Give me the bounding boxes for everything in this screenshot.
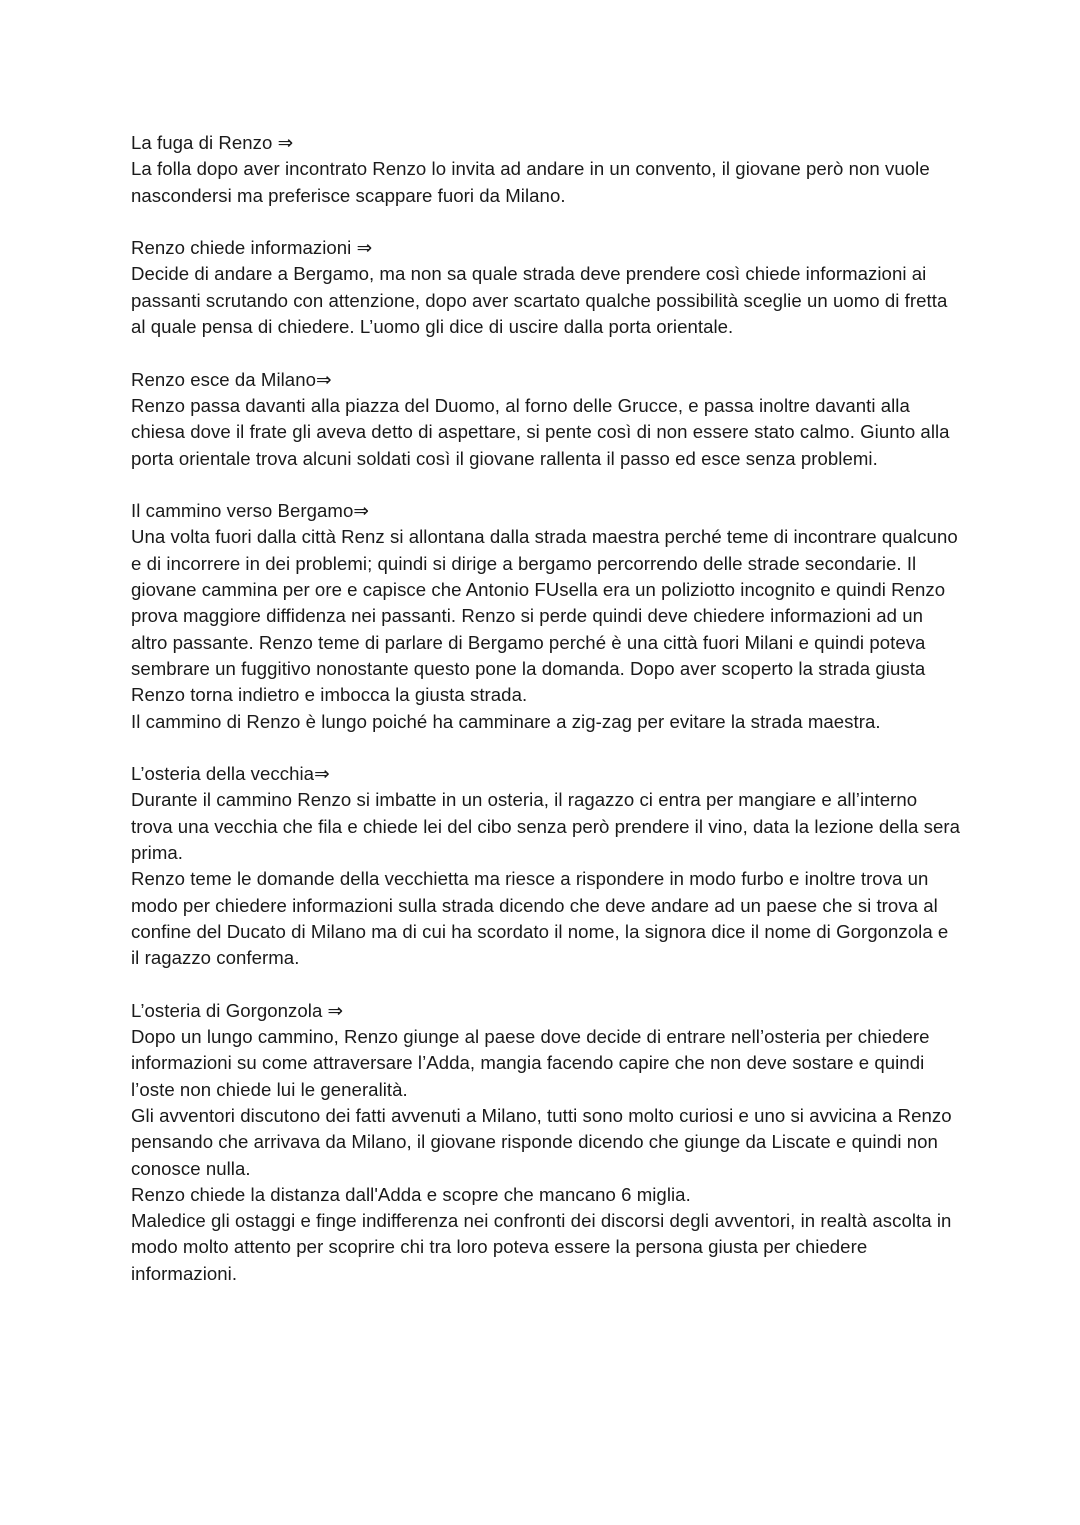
paragraph: Il cammino di Renzo è lungo poiché ha camminare a zig-zag per evitare la strada maestra. [131, 710, 881, 732]
section-title: Il cammino verso Bergamo⇒ [131, 500, 369, 522]
section-il-cammino-verso-bergamo [131, 498, 961, 735]
paragraph: Gli avventori discutono dei fatti avvenuti a Milano, tutti sono molto curiosi e uno si avvicina a Renzo pensando che arrivava da Milano, il giovane risponde dicendo che giunge da Liscate e quindi non conosce nulla. [131, 1104, 952, 1179]
section-title: L’osteria di Gorgonzola ⇒ [131, 999, 344, 1021]
section-la-fuga-di-renzo [131, 130, 961, 209]
section-renzo-chiede-informazioni [131, 235, 961, 340]
section-title: Renzo chiede informazioni ⇒ [131, 237, 373, 259]
section-title: L’osteria della vecchia⇒ [131, 763, 330, 785]
paragraph: Renzo teme le domande della vecchietta ma riesce a rispondere in modo furbo e inoltre trova un modo per chiedere informazioni sulla strada dicendo che deve andare ad un paese che si trova al confine del Ducato di Milano ma di cui ha scordato il nome, la signora dice il nome di Gorgonzola e il ragazzo conferma. [131, 868, 949, 969]
paragraph: Durante il cammino Renzo si imbatte in un osteria, il ragazzo ci entra per mangiare e all’interno trova una vecchia che fila e chiede lei del cibo senza però prendere il vino, data la lezione della sera prima. [131, 789, 960, 864]
paragraph: Renzo passa davanti alla piazza del Duomo, al forno delle Grucce, e passa inoltre davanti alla chiesa dove il frate gli aveva detto di aspettare, si pente così di non essere stato calmo. Giunto alla porta orientale trova alcuni soldati così il giovane rallenta il passo ed esce senza problemi. [131, 394, 950, 469]
paragraph: La folla dopo aver incontrato Renzo lo invita ad andare in un convento, il giovane però non vuole nascondersi ma preferisce scappare fuori da Milano. [131, 158, 930, 206]
section-title: La fuga di Renzo ⇒ [131, 132, 294, 153]
document-page [131, 130, 961, 1313]
paragraph: Maledice gli ostaggi e finge indifferenza nei confronti dei discorsi degli avventori, in realtà ascolta in modo molto attento per scoprire chi tra loro poteva essere la persona giusta per chiedere informazioni. [131, 1210, 952, 1284]
section-osteria-di-gorgonzola [131, 998, 961, 1287]
paragraph: Decide di andare a Bergamo, ma non sa quale strada deve prendere così chiede informazioni ai passanti scrutando con attenzione, dopo aver scartato qualche possibilità sceglie un uomo di fretta al quale pensa di chiedere. L’uomo gli dice di uscire dalla porta orientale. [131, 263, 948, 338]
paragraph: Dopo un lungo cammino, Renzo giunge al paese dove decide di entrare nell’osteria per chiedere informazioni su come attraversare l’Adda, mangia facendo capire che non deve sostare e quindi l’oste non chiede lui le generalità. [131, 1026, 930, 1100]
section-osteria-della-vecchia [131, 761, 961, 971]
section-title: Renzo esce da Milano⇒ [131, 368, 332, 390]
section-renzo-esce-da-milano [131, 367, 961, 472]
paragraph: Una volta fuori dalla città Renz si allontana dalla strada maestra perché teme di incontrare qualcuno e di incorrere in dei problemi; quindi si dirige a bergamo percorrendo delle strade secondarie. Il giovane cammina per ore e capisce che Antonio FUsella era un poliziotto incognito e quindi Renzo prova maggiore diffidenza nei passanti. Renzo si perde quindi deve chiedere informazioni ad un altro passante. Renzo teme di parlare di Bergamo perché è una città fuori Milani e quindi poteva sembrare un fuggitivo nonostante questo pone la domanda. Dopo aver scoperto la strada giusta Renzo torna indietro e imbocca la giusta strada. [131, 526, 958, 706]
paragraph: Renzo chiede la distanza dall'Adda e scopre che mancano 6 miglia. [131, 1183, 691, 1205]
